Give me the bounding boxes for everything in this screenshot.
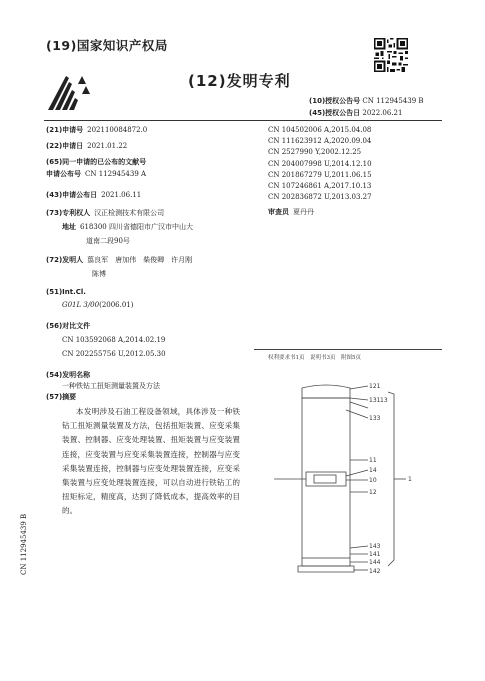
publication-number-label: (10)授权公告号 — [309, 97, 361, 105]
application-publication-date-value: 2021.06.11 — [101, 191, 142, 199]
address-line-1: 618300 四川省德阳市广汉市中山大 — [80, 223, 193, 231]
qr-code-icon — [374, 38, 408, 72]
cited-reference: CN 201867279 U,2011.06.15 — [268, 170, 372, 179]
application-number-value: 202110084872.0 — [87, 126, 148, 134]
int-cl-heading: (51)Int.Cl. — [46, 288, 86, 296]
office-name: (19)国家知识产权局 — [46, 38, 168, 53]
cited-reference: CN 204007998 U,2014.12.10 — [268, 159, 372, 168]
int-cl-year: (2006.01) — [99, 301, 134, 309]
figure-label: 13 — [380, 397, 388, 404]
examiner-value: 夏丹丹 — [293, 208, 314, 216]
figure-label: 1 — [408, 476, 412, 483]
int-cl-label — [46, 287, 86, 297]
int-cl-value — [62, 300, 134, 310]
invention-title: 一种铁钻工扭矩测量装置及方法 — [62, 382, 160, 390]
publication-date-value: 2022.06.21 — [362, 109, 403, 117]
abstract-text: 本发明涉及石油工程设备领域，具体涉及一种铁钻工扭矩测量装置及方法，包括扭矩装置、应变采集装置、控制器、应变处理装置、扭矩装置与应变装置连接，应变装置与应变采集装置连接，控制器与应变采集装置连接，控制器与应变处理装置连接，应变采集装置与应变处理装置连接，可以自动进行铁钻工的扭矩标定，精度高，达到了降低成本，提高效率的目的。 — [62, 407, 240, 516]
figure-label: 142 — [369, 568, 381, 575]
figure-label: 133 — [369, 415, 381, 422]
cnipa-logo-icon — [42, 70, 92, 116]
cited-reference: CN 202836872 U,2013.03.27 — [268, 193, 372, 202]
cited-reference: CN 111623912 A,2020.09.04 — [268, 137, 372, 146]
inventors-label: (72)发明人 — [46, 256, 84, 264]
right-references — [268, 125, 372, 203]
same-application-heading: (65)同一申请的已公布的文献号 — [46, 158, 147, 166]
address-label: 地址 — [62, 223, 76, 231]
int-cl-code: G01L 3/00 — [62, 301, 100, 309]
address — [62, 222, 193, 232]
inventors-line-1: 翦良军 唐加伟 柴俊卿 许月刚 — [87, 256, 193, 264]
abstract-heading: (57)摘要 — [46, 393, 77, 401]
document-type-title: (12)发明专利 — [188, 72, 291, 90]
cited-reference: CN 202255756 U,2012.05.30 — [62, 350, 166, 358]
invention-title-label — [46, 370, 90, 380]
inventors-line-2: 陈博 — [92, 270, 106, 278]
side-document-code: CN 112945439 B — [20, 513, 28, 575]
same-application-label — [46, 157, 146, 167]
same-application-value — [46, 169, 146, 179]
publication-number — [309, 96, 424, 106]
cited-references-label — [46, 321, 90, 331]
cited-reference: CN 2527990 Y,2002.12.25 — [268, 148, 362, 157]
invention-title-heading: (54)发明名称 — [46, 371, 91, 379]
application-date-value: 2021.01.22 — [87, 142, 128, 150]
figure-label: 10 — [369, 477, 377, 484]
application-number — [46, 125, 147, 135]
examiner — [268, 207, 314, 217]
examiner-label: 审查员 — [268, 208, 289, 216]
patentee-label: (73)专利权人 — [46, 209, 91, 217]
figure-label: 141 — [369, 551, 381, 558]
application-publication-date-label: (43)申请公布日 — [46, 191, 98, 199]
publication-number-value: CN 112945439 B — [362, 97, 424, 105]
figure-label: 144 — [369, 559, 381, 566]
publication-date — [309, 108, 402, 118]
figure-label: 11 — [369, 457, 377, 464]
application-date-label: (22)申请日 — [46, 142, 84, 150]
application-publication-value: CN 112945439 A — [85, 170, 147, 178]
application-number-label: (21)申请号 — [46, 126, 84, 134]
figure-label: 14 — [369, 467, 377, 474]
application-date — [46, 141, 127, 151]
cited-references-heading: (56)对比文件 — [46, 322, 91, 330]
inventors — [46, 255, 192, 265]
header-divider — [44, 120, 442, 121]
cited-reference: CN 104502006 A,2015.04.08 — [268, 126, 372, 134]
abstract-figure — [268, 380, 438, 580]
figure-label: 12 — [369, 489, 377, 496]
cited-reference: CN 103592068 A,2014.02.19 — [62, 336, 166, 344]
pages-info: 权利要求书1页 说明书3页 附图5页 — [268, 355, 361, 361]
figure-label: 121 — [369, 383, 381, 390]
patentee — [46, 208, 164, 218]
figure-label: 143 — [369, 543, 381, 550]
application-publication-date — [46, 190, 141, 200]
abstract-label — [46, 392, 76, 402]
publication-date-label: (45)授权公告日 — [309, 109, 361, 117]
cited-reference: CN 107246861 A,2017.10.13 — [268, 182, 372, 191]
figure-label: 131 — [369, 397, 381, 404]
address-line-2: 道南二段90号 — [86, 237, 130, 245]
application-publication-label: 申请公布号 — [46, 170, 81, 178]
patentee-value: 汉正检测技术有限公司 — [94, 209, 165, 217]
pages-divider — [254, 349, 442, 350]
